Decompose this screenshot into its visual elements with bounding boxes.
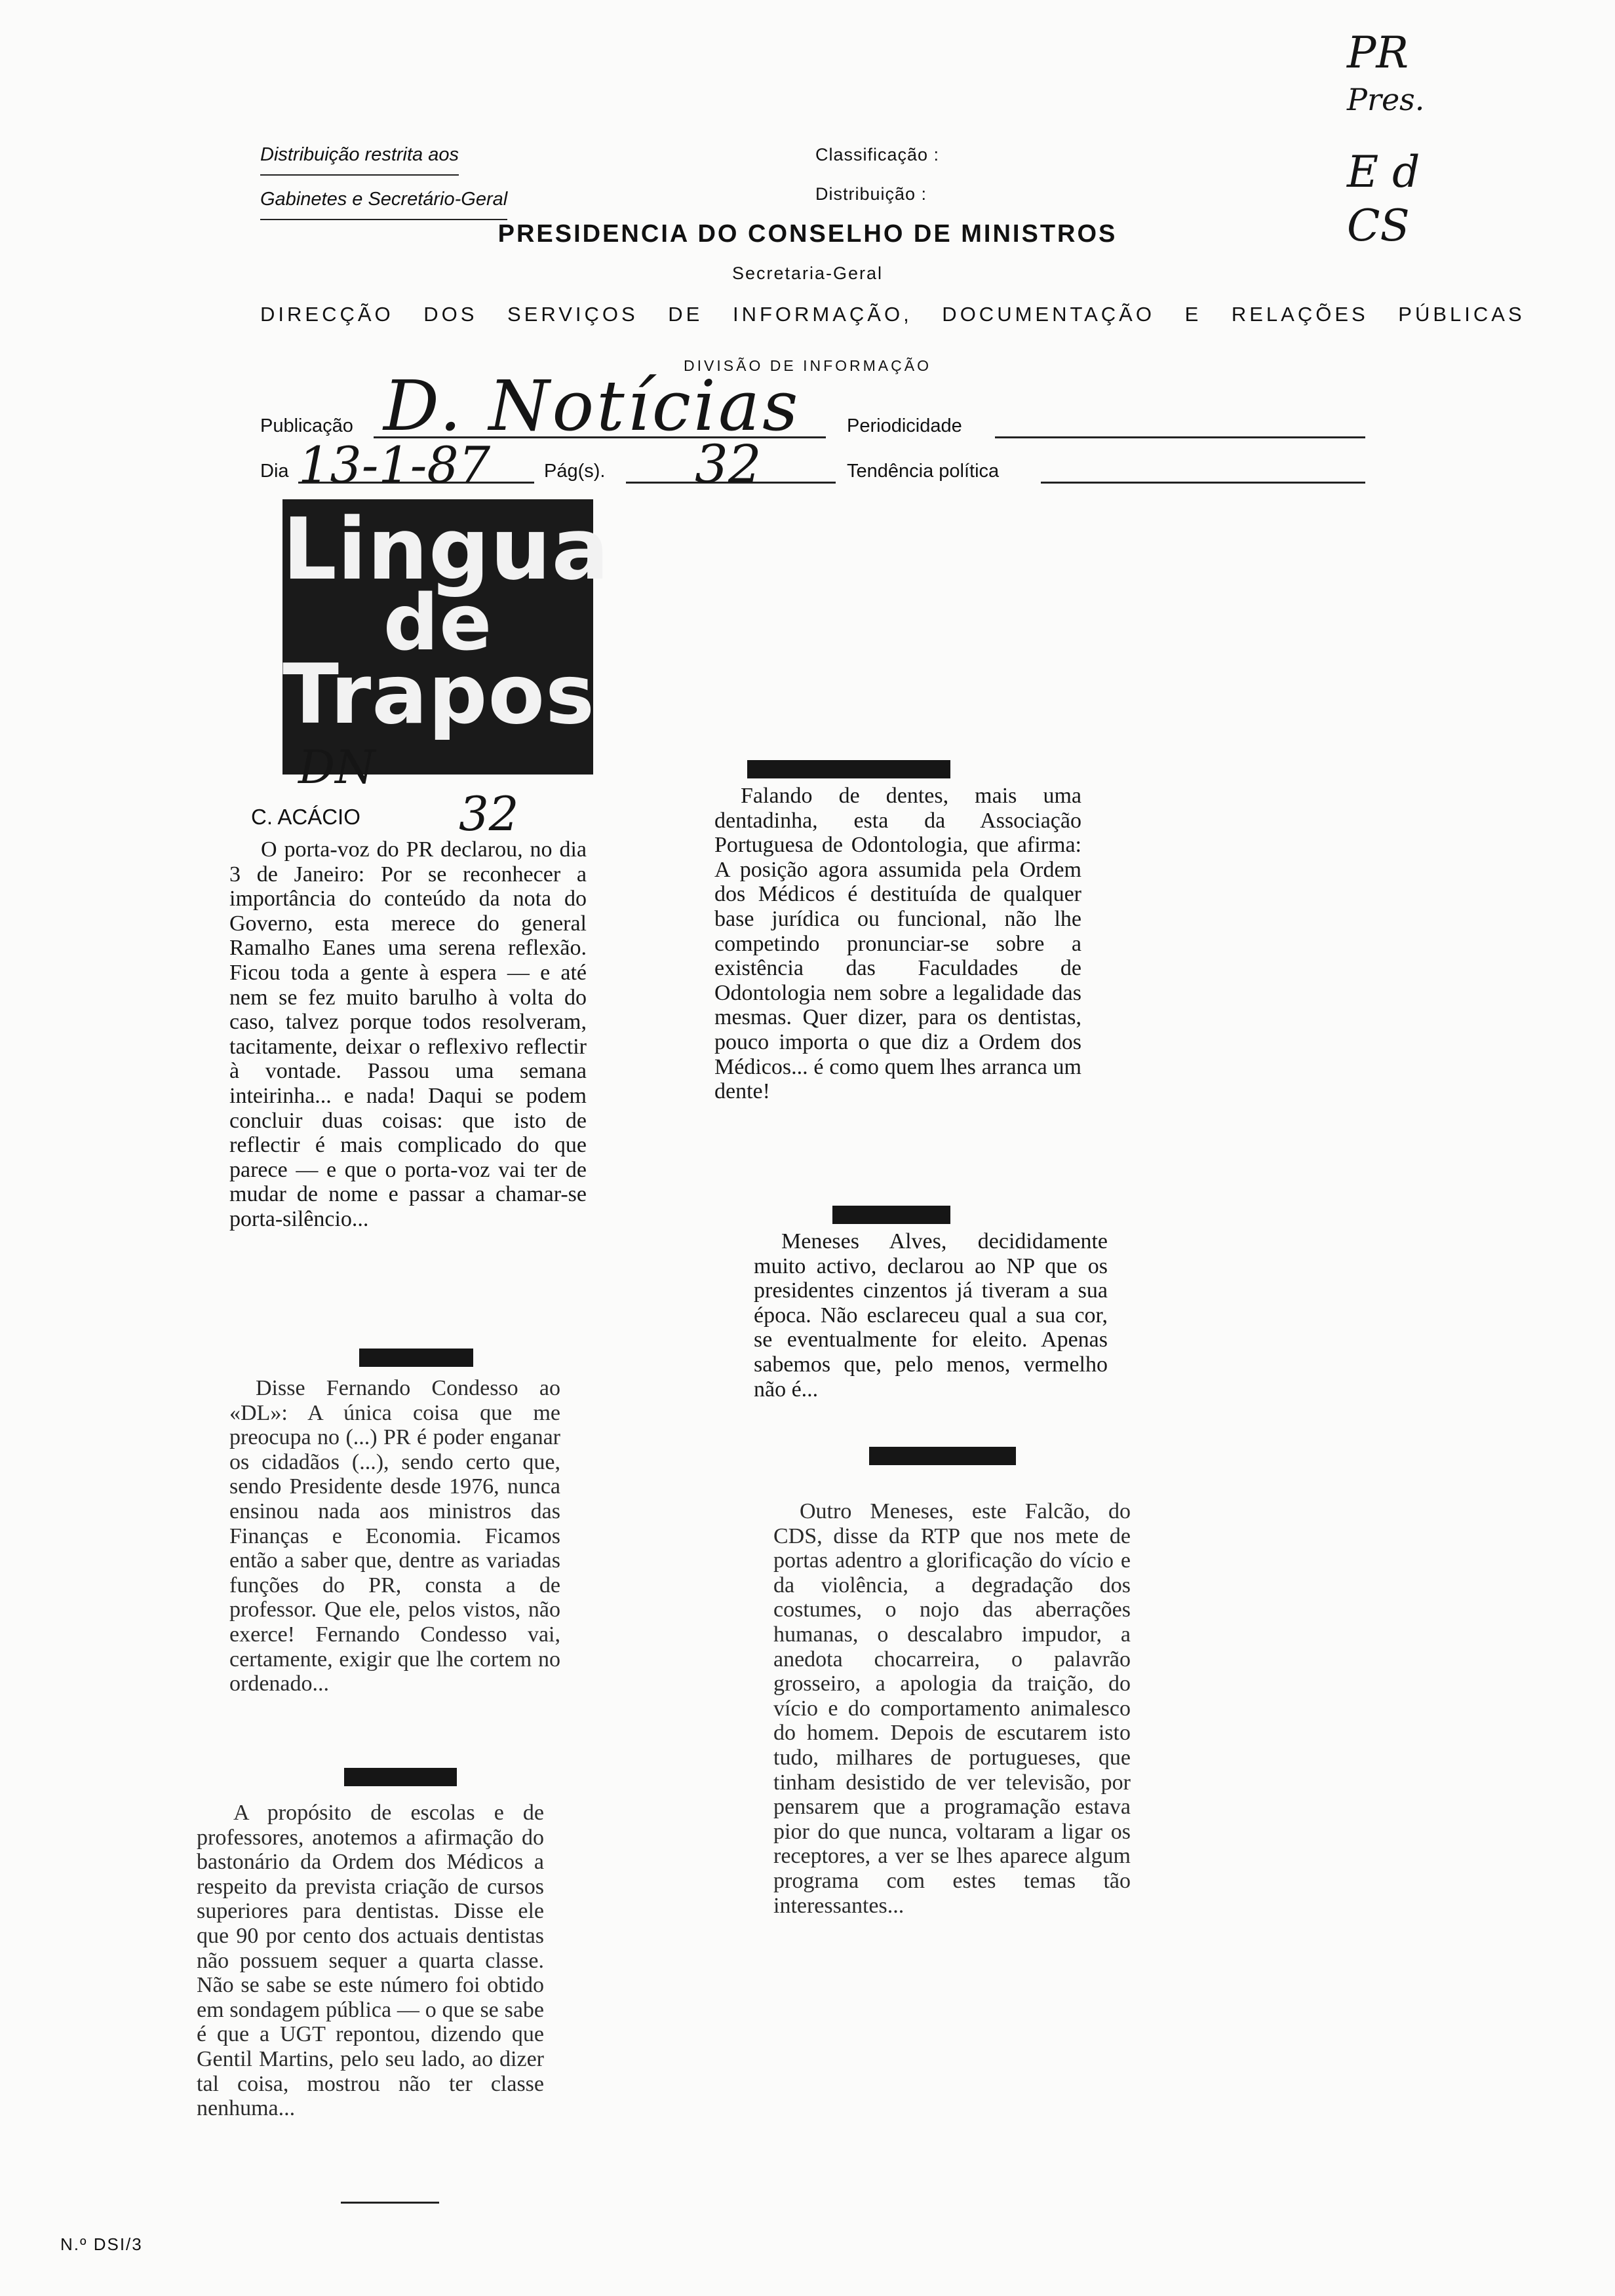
- handwritten-margin-code: DN: [298, 740, 376, 794]
- restricted-distribution: [260, 135, 507, 224]
- left-item-2: Disse Fernando Condesso ao «DL»: A única coisa que me preocupa no (...) PR é poder enganar os cidadãos (...), sendo certo que, sendo Presidente desde 1976, nunca ensinou nada aos ministros das Finanças e Economia. Ficamos então a saber que, dentre as variadas funções do PR, consta a de professor. Que ele, pelos vistos, não exerce! Fernando Condesso vai, certamente, exigir que lhe cortem no ordenado...: [229, 1376, 560, 1696]
- separator-bar: [747, 760, 950, 778]
- pag-label: Pág(s).: [544, 461, 606, 482]
- separator-bar: [832, 1206, 950, 1224]
- corner-note-line-4: CS: [1347, 201, 1410, 251]
- left-item-3: A propósito de escolas e de professores, anotemos a afirmação do bastonário da Ordem dos Médicos a respeito da prevista criação de cursos superiores para dentistas. Disse ele que 90 por cento dos actuais dentistas não possuem sequer a quarta classe. Não se sabe se este número foi obtido em sondagem pública — o que se sabe é que a UGT repontou, dizendo que Gentil Martins, pelo seu lado, ao dizer tal coisa, mostrou não ter classe nenhuma...: [197, 1801, 544, 2121]
- right-item-1: Falando de dentes, mais uma dentadinha, esta da Associação Portuguesa de Odontologia, que afirma: A posição agora assumida pela Ordem dos Médicos é destituída de qualquer base jurídica ou funcional, não lhe competindo pronunciar-se sobre a existência das Faculdades de Odontologia nem sobre a legalidade das mesmas. Quer dizer, para os dentistas, pouco importa o que diz a Ordem dos Médicos... é como quem lhes arranca um dente!: [714, 784, 1081, 1104]
- corner-note-line-3: E d: [1347, 147, 1420, 197]
- handwritten-margin-page: 32: [459, 786, 519, 841]
- tendencia-label: Tendência política: [847, 461, 1000, 482]
- author-byline: C. ACÁCIO: [251, 805, 360, 829]
- dia-label: Dia: [260, 461, 289, 482]
- restricted-line-1: Distribuição restrita aos: [260, 135, 459, 176]
- pag-value: 32: [695, 434, 762, 495]
- direccao-line: DIRECÇÃO DOS SERVIÇOS DE INFORMAÇÃO, DOCUMENTAÇÃO E RELAÇÕES PÚBLICAS: [260, 303, 1525, 326]
- tendencia-underline: [1041, 480, 1365, 484]
- left-column: [229, 837, 587, 1232]
- left-column-2: [229, 1376, 560, 1696]
- left-item-1: O porta-voz do PR declarou, no dia 3 de Janeiro: Por se reconhecer a importância do conteúdo da nota do Governo, esta merece do general Ramalho Eanes uma serena reflexão. Ficou toda a gente à espera — e até nem se fez muito barulho à volta do caso, talvez porque todos resolveram, tacitamente, deixar o reflexivo reflectir à vontade. Passou uma semana inteirinha... e nada! Daqui se podem concluir duas coisas: que isto de reflectir é mais complicado do que parece — e que o porta-voz vai ter de mudar de nome e passar a chamar-se porta-silêncio...: [229, 837, 587, 1231]
- classificacao-label: Classificação :: [815, 145, 940, 164]
- corner-note-line-1: PR: [1347, 28, 1409, 78]
- periodicidade-underline: [995, 435, 1365, 438]
- right-item-2: Meneses Alves, decididamente muito activo, declarou ao NP que os presidentes cinzentos já tiveram a sua época. Não esclareceu qual a sua cor, se eventualmente for eleito. Apenas sabemos que, pelo menos, vermelho não é...: [754, 1229, 1108, 1402]
- page-subtitle: Secretaria-Geral: [731, 263, 884, 283]
- masthead-line-1: Lingua: [282, 499, 610, 599]
- handwritten-corner-note: [1347, 26, 1424, 253]
- publicacao-label: Publicação: [260, 415, 353, 436]
- masthead-line-2: de: [383, 577, 493, 668]
- periodicidade-label: Periodicidade: [847, 415, 962, 436]
- corner-note-line-2: Pres.: [1347, 82, 1425, 117]
- distribuicao-label: Distribuição :: [815, 184, 927, 204]
- right-item-3: Outro Meneses, este Falcão, do CDS, disse da RTP que nos mete de portas adentro a glorificação do vício e da violência, a degradação dos costumes, o nojo das aberrações humanas, o descalabro impudor, a anedota chocarreira, o palavrão grosseiro, a apologia da traição, do vício e do comportamento animalesco do homem. Depois de escutarem isto tudo, milhares de portugueses, que tinham desistido de ver televisão, por pensarem que a programação estava pior do que nunca, voltaram a ligar os receptores, a ver se lhes aparece algum programa com estes temas tão interessantes...: [773, 1499, 1131, 1918]
- right-column-3: [773, 1499, 1131, 1918]
- separator-bar: [869, 1447, 1016, 1465]
- separator-bar: [359, 1349, 473, 1367]
- column-masthead: [282, 499, 610, 775]
- form-code: N.º DSI/3: [60, 2234, 143, 2254]
- right-column: [714, 784, 1081, 1104]
- restricted-line-2: Gabinetes e Secretário-Geral: [260, 180, 507, 220]
- page-title: PRESIDENCIA DO CONSELHO DE MINISTROS: [497, 220, 1118, 248]
- end-rule: [341, 2202, 439, 2204]
- right-column-2: [754, 1229, 1108, 1402]
- divisao-line: DIVISÃO DE INFORMAÇÃO: [684, 357, 931, 374]
- classification-block: [815, 135, 939, 214]
- dia-value: 13-1-87: [298, 436, 491, 494]
- masthead-line-3: Trapos: [282, 646, 596, 743]
- left-column-3: [197, 1801, 544, 2121]
- separator-bar: [344, 1768, 457, 1786]
- publicacao-value: D. Notícias: [383, 366, 801, 446]
